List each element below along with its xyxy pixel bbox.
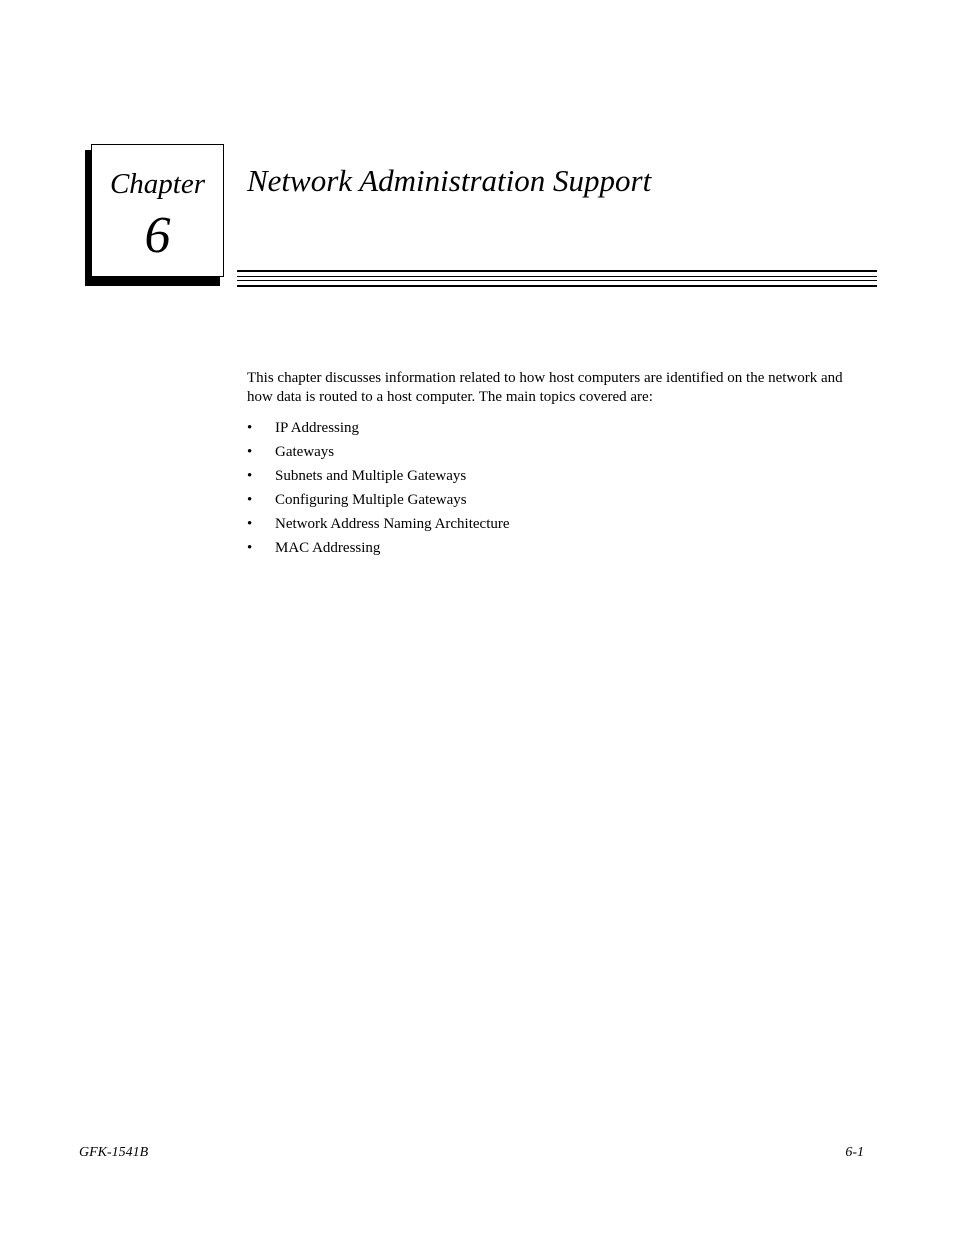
chapter-number: 6 bbox=[144, 207, 171, 264]
chapter-label: Chapter bbox=[109, 168, 206, 200]
chapter-title: Network Administration Support bbox=[247, 163, 652, 198]
topic-list bbox=[247, 416, 510, 560]
list-item-text: Network Address Naming Architecture bbox=[275, 516, 510, 532]
bullet-icon: • bbox=[247, 492, 253, 508]
bullet-icon: • bbox=[247, 540, 253, 556]
list-item bbox=[247, 440, 510, 464]
list-item bbox=[247, 416, 510, 440]
list-item bbox=[247, 536, 510, 560]
chapter-box bbox=[91, 144, 224, 277]
footer-page-number: 6-1 bbox=[845, 1145, 864, 1160]
title-rule-1 bbox=[237, 270, 877, 272]
bullet-icon: • bbox=[247, 420, 253, 436]
list-item bbox=[247, 488, 510, 512]
title-rule-4 bbox=[237, 285, 877, 287]
list-item-text: Configuring Multiple Gateways bbox=[275, 492, 467, 508]
list-item bbox=[247, 464, 510, 488]
list-item bbox=[247, 512, 510, 536]
bullet-icon: • bbox=[247, 516, 253, 532]
title-rule-2 bbox=[237, 276, 877, 277]
list-item-text: Gateways bbox=[275, 444, 335, 460]
list-item-text: Subnets and Multiple Gateways bbox=[275, 468, 467, 484]
title-rule-3 bbox=[237, 280, 877, 281]
list-item-text: MAC Addressing bbox=[275, 540, 381, 556]
bullet-icon: • bbox=[247, 468, 253, 484]
footer-doc-id: GFK-1541B bbox=[79, 1145, 149, 1160]
bullet-icon: • bbox=[247, 444, 253, 460]
intro-paragraph: This chapter discusses information related to how host computers are identified on the network and how data is routed to a host computer. The main topics covered are: bbox=[247, 370, 843, 405]
list-item-text: IP Addressing bbox=[275, 420, 360, 436]
